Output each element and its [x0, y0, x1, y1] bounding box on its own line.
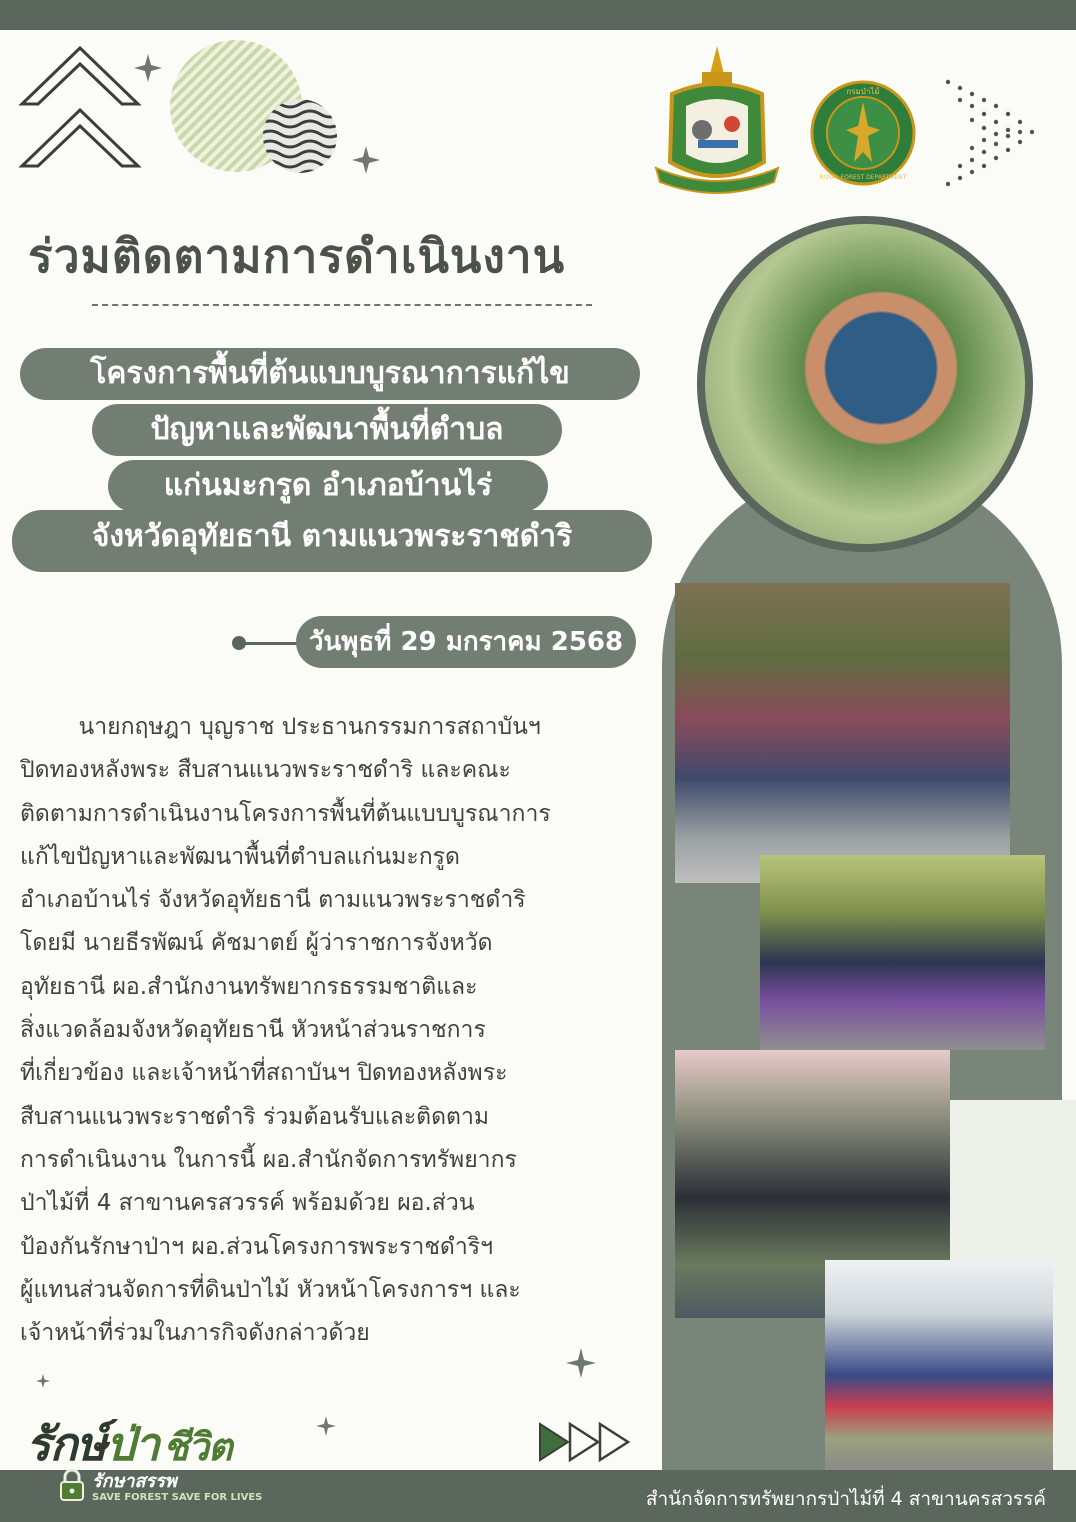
field-visit-photo-2 [760, 855, 1045, 1050]
lock-icon [58, 1468, 86, 1502]
body-line: อุทัยธานี ผอ.สำนักงานทรัพยากรธรรมชาติและ [20, 973, 478, 1000]
body-line: อำเภอบ้านไร่ จังหวัดอุทัยธานี ตามแนวพระราชดำริ [20, 887, 526, 914]
triple-arrow-right-icon [536, 1420, 636, 1464]
article-body [20, 706, 644, 1355]
body-line: ติดตามการดำเนินงานโครงการพื้นที่ต้นแบบบูรณาการ [20, 800, 551, 827]
sparkle-icon [352, 146, 380, 174]
body-line: ผู้แทนส่วนจัดการที่ดินป่าไม้ หัวหน้าโครงการฯ และ [20, 1276, 521, 1303]
seal-bottom-text: ROYAL FOREST DEPARTMENT [819, 174, 907, 181]
body-line: สิ่งแวดล้อมจังหวัดอุทัยธานี หัวหน้าส่วนราชการ [20, 1017, 486, 1044]
footer-organization: สำนักจัดการทรัพยากรป่าไม้ที่ 4 สาขานครสวรรค์ [645, 1488, 1046, 1510]
body-line: แก้ไขปัญหาและพัฒนาพื้นที่ตำบลแก่นมะกรูด [20, 843, 460, 870]
chairman-portrait-photo [697, 216, 1033, 552]
top-bar [0, 0, 1076, 30]
page-title: ร่วมติดตามการดำเนินงาน [28, 229, 566, 283]
body-line: โดยมี นายธีรพัฒน์ คัชมาตย์ ผู้ว่าราชการจังหวัด [20, 930, 493, 957]
campaign-logo-word-1: รักษ์ [26, 1417, 106, 1471]
campaign-logo-subtitle: รักษาสรรพ [92, 1471, 177, 1492]
body-line: ที่เกี่ยวข้อง และเจ้าหน้าที่สถาบันฯ ปิดทองหลังพระ [20, 1060, 508, 1087]
body-line: เจ้าหน้าที่ร่วมในภารกิจดังกล่าวด้วย [20, 1320, 370, 1347]
institute-emblem-logo [652, 44, 782, 194]
body-line: ป่าไม้ที่ 4 สาขานครสวรรค์ พร้อมด้วย ผอ.ส่วน [20, 1190, 475, 1217]
campaign-logo-tagline: SAVE FOREST SAVE FOR LIVES [92, 1492, 263, 1503]
body-line: ป้องกันรักษาป่าฯ ผอ.ส่วนโครงการพระราชดำริฯ [20, 1233, 494, 1260]
royal-forest-department-seal [810, 80, 916, 186]
subtitle-line-2: ปัญหาและพัฒนาพื้นที่ตำบล [92, 404, 562, 456]
body-line: ปิดทองหลังพระ สืบสานแนวพระราชดำริ และคณะ [20, 757, 511, 784]
subtitle-line-3: แก่นมะกรูด อำเภอบ้านไร่ [108, 460, 548, 512]
campaign-logo-word-3: ชีวิต [162, 1425, 232, 1469]
date-marker-line [238, 642, 300, 645]
sparkle-icon [134, 54, 162, 82]
field-visit-photo-1 [675, 583, 1010, 883]
body-line: นายกฤษฎา บุญราช ประธานกรรมการสถาบันฯ [20, 714, 541, 740]
sparkle-icon [36, 1374, 50, 1388]
wavy-circle-decoration [260, 96, 340, 176]
title-divider [92, 304, 592, 306]
field-visit-photo-4 [825, 1260, 1053, 1470]
dotted-chevron-right-icon [940, 74, 1044, 194]
subtitle-line-1: โครงการพื้นที่ต้นแบบบูรณาการแก้ไข [20, 348, 640, 400]
double-chevron-up-icon [18, 44, 143, 172]
date-badge: วันพุธที่ 29 มกราคม 2568 [296, 616, 636, 668]
campaign-logo-word-2: ป่า [105, 1417, 159, 1471]
sparkle-icon [316, 1416, 336, 1436]
body-line: การดำเนินงาน ในการนี้ ผอ.สำนักจัดการทรัพยากร [20, 1146, 517, 1173]
body-line: สืบสานแนวพระราชดำริ ร่วมต้อนรับและติดตาม [20, 1103, 490, 1130]
subtitle-line-4: จังหวัดอุทัยธานี ตามแนวพระราชดำริ [12, 510, 652, 572]
seal-top-text: กรมป่าไม้ [846, 87, 880, 96]
